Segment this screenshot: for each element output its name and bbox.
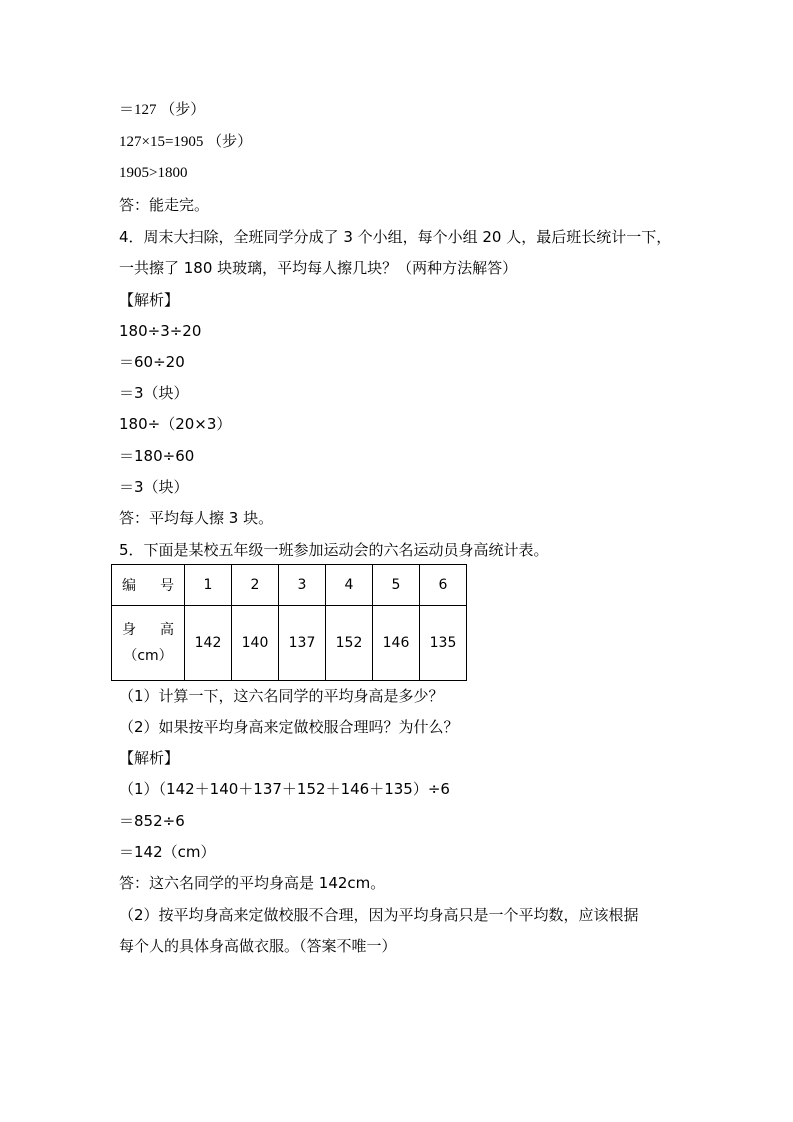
q5-answer-2-line-2: 每个人的具体身高做衣服。（答案不唯一）: [119, 937, 397, 955]
question-4-line-1: 4．周末大扫除，全班同学分成了 3 个小组，每个小组 20 人，最后班长统计一下，: [119, 228, 672, 246]
number-label-a: 编: [122, 578, 136, 594]
q5-step-3: ＝142（cm）: [119, 843, 216, 861]
q4-step-3: ＝3（块）: [119, 384, 189, 402]
height-label-cell: [112, 606, 185, 681]
q4-step-4: 180÷（20×3）: [119, 415, 232, 433]
height-label-a: 身: [122, 622, 136, 638]
height-label-b: 高: [160, 622, 174, 638]
number-cell: 5: [373, 565, 420, 606]
height-cell: 135: [420, 606, 467, 681]
number-cell: 6: [420, 565, 467, 606]
number-label-cell: [112, 565, 185, 606]
answer-line-3: 答：能走完。: [119, 196, 210, 214]
number-label-b: 号: [160, 578, 174, 594]
calc-line-2: 127×15=1905 （步）: [119, 134, 253, 150]
q4-step-5: ＝180÷60: [119, 447, 195, 465]
q5-step-1: （1）（142＋140＋137＋152＋146＋135）÷6: [119, 780, 450, 798]
q5-question-1: （1）计算一下，这六名同学的平均身高是多少？: [119, 687, 444, 705]
number-cell: 1: [185, 565, 232, 606]
q5-answer-2-line-1: （2）按平均身高来定做校服不合理，因为平均身高只是一个平均数，应该根据: [119, 906, 639, 924]
question-5-line-1: 5．下面是某校五年级一班参加运动会的六名运动员身高统计表。: [119, 541, 549, 559]
q4-step-1: 180÷3÷20: [119, 322, 202, 340]
table-row-number: [112, 565, 467, 606]
height-stats-table: [111, 564, 467, 681]
analysis-heading-4: 【解析】: [119, 291, 180, 309]
height-cell: 142: [185, 606, 232, 681]
number-cell: 4: [326, 565, 373, 606]
q4-step-6: ＝3（块）: [119, 478, 189, 496]
height-cell: 137: [279, 606, 326, 681]
q4-step-2: ＝60÷20: [119, 353, 185, 371]
calc-line-3: 1905>1800: [119, 165, 188, 181]
analysis-heading-5: 【解析】: [119, 749, 180, 767]
height-unit: （cm）: [123, 648, 173, 664]
question-4-line-2: 一共擦了 180 块玻璃，平均每人擦几块？（两种方法解答）: [119, 259, 518, 277]
calc-line-1: ＝127 （步）: [119, 102, 206, 118]
number-cell: 3: [279, 565, 326, 606]
q4-answer: 答：平均每人擦 3 块。: [119, 509, 274, 527]
table-row-height: [112, 606, 467, 681]
number-cell: 2: [232, 565, 279, 606]
height-cell: 146: [373, 606, 420, 681]
q5-step-2: ＝852÷6: [119, 812, 185, 830]
height-cell: 140: [232, 606, 279, 681]
q5-answer-1: 答：这六名同学的平均身高是 142cm。: [119, 874, 386, 892]
height-cell: 152: [326, 606, 373, 681]
q5-question-2: （2）如果按平均身高来定做校服合理吗？为什么？: [119, 718, 459, 736]
